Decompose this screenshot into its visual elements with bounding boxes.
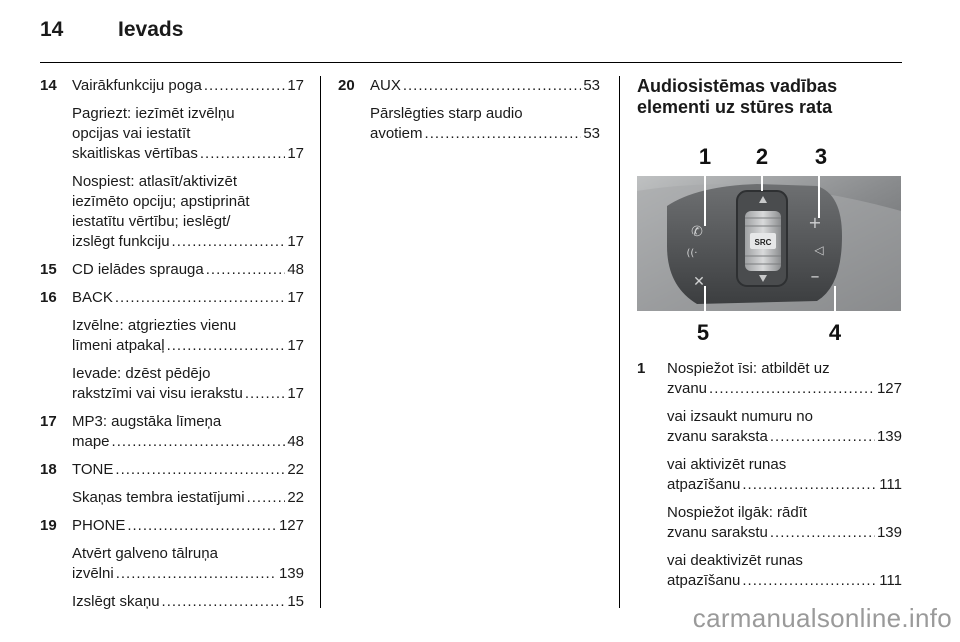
entry-line: [667, 407, 902, 427]
entry-line: [370, 104, 600, 124]
sub-entry: [667, 551, 902, 591]
entry-text: vai aktivizēt runas: [667, 456, 787, 473]
entry-text: avotiem: [370, 125, 423, 142]
entry-text: CD ielādes sprauga: [72, 261, 204, 278]
leader-dots: [770, 427, 875, 447]
entry-text: vai izsaukt numuru no: [667, 408, 813, 425]
page-reference[interactable]: 17: [287, 77, 304, 94]
list-item: [40, 76, 304, 252]
svg-text:+: +: [808, 213, 822, 232]
entry-line: [667, 359, 902, 379]
entry-line: [72, 260, 304, 280]
sub-entry: [667, 455, 902, 495]
item-number: 16: [40, 289, 57, 306]
item-number: 19: [40, 517, 57, 534]
callout-2: 2: [755, 144, 769, 169]
page-reference[interactable]: 48: [287, 433, 304, 450]
page-reference[interactable]: 15: [287, 593, 304, 610]
entry-text: atpazīšanu: [667, 476, 741, 493]
leader-dots: [403, 76, 581, 96]
entry-text: izslēgt funkciju: [72, 233, 170, 250]
leader-dots: [162, 592, 286, 612]
section-title-line-1: Audiosistēmas vadības: [637, 76, 838, 96]
leader-dots: [167, 336, 286, 356]
entry-line: [72, 76, 304, 96]
entry-line: [72, 384, 304, 404]
entry-line: [72, 172, 304, 192]
entry-text: Atvērt galveno tālruņa: [72, 545, 218, 562]
entry-line: [370, 76, 600, 96]
page-reference[interactable]: 22: [287, 461, 304, 478]
entry-line: [667, 455, 902, 475]
entry-line: [72, 232, 304, 252]
column-divider-2: [619, 76, 620, 608]
item-body: [72, 460, 304, 508]
page-reference[interactable]: 17: [287, 289, 304, 306]
entry-text: opcijas vai iestatīt: [72, 125, 191, 142]
entry-line: [72, 124, 304, 144]
entry-line: [667, 503, 902, 523]
page-header: [40, 18, 183, 48]
page-reference[interactable]: 53: [583, 125, 600, 142]
page-reference[interactable]: 48: [287, 261, 304, 278]
entry-line: [72, 460, 304, 480]
entry-line: [72, 432, 304, 452]
page-reference[interactable]: 127: [876, 380, 902, 397]
leader-dots: [206, 260, 286, 280]
leader-dots: [770, 523, 875, 543]
entry-text: Vairākfunkciju poga: [72, 77, 202, 94]
leader-dots: [425, 124, 582, 144]
entry-line: [667, 475, 902, 495]
entry-line: [72, 212, 304, 232]
list-item: [40, 288, 304, 404]
entry-line: [72, 288, 304, 308]
page-reference[interactable]: 17: [287, 337, 304, 354]
entry-text: vai deaktivizēt runas: [667, 552, 803, 569]
item-number: 14: [40, 77, 57, 94]
leader-dots: [116, 564, 277, 584]
item-number: 18: [40, 461, 57, 478]
entry-line: [72, 544, 304, 564]
list-item: [40, 516, 304, 612]
item-body: [72, 76, 304, 252]
left-column: [40, 76, 304, 620]
entry-text: rakstzīmi vai visu ierakstu: [72, 385, 243, 402]
item-number: 20: [338, 77, 355, 94]
column-divider-1: [320, 76, 321, 608]
item-number: 15: [40, 261, 57, 278]
leader-dots: [247, 488, 286, 508]
entry-line: [667, 571, 902, 591]
entry-text: iestatītu vērtību; ieslēgt/: [72, 213, 231, 230]
entry-text: PHONE: [72, 517, 126, 534]
svg-text:–: –: [810, 266, 820, 287]
entry-line: [72, 564, 304, 584]
entry-line: [72, 592, 304, 612]
section-title-line-2: elementi uz stūres rata: [637, 97, 833, 117]
entry-text: Ievade: dzēst pēdējo: [72, 365, 211, 382]
callout-3: 3: [814, 144, 828, 169]
leader-dots: [709, 379, 875, 399]
page-title: Ievads: [118, 18, 184, 41]
item-body: [667, 359, 902, 591]
middle-column: [338, 76, 600, 152]
right-column: [637, 76, 902, 599]
page-reference[interactable]: 127: [278, 517, 304, 534]
entry-text: AUX: [370, 77, 401, 94]
section-title: [637, 76, 902, 118]
leader-dots: [742, 571, 877, 591]
entry-line: [72, 412, 304, 432]
leader-dots: [172, 232, 286, 252]
entry-text: Izvēlne: atgriezties vienu: [72, 317, 237, 334]
leader-dots: [115, 288, 285, 308]
entry-text: mape: [72, 433, 110, 450]
page-reference[interactable]: 111: [879, 476, 902, 493]
list-item: [40, 260, 304, 280]
entry-text: zvanu sarakstu: [667, 524, 768, 541]
entry-text: Pagriezt: iezīmēt izvēlņu: [72, 105, 235, 122]
page-reference[interactable]: 139: [876, 428, 902, 445]
entry-line: [72, 516, 304, 536]
svg-text:✆: ✆: [691, 224, 703, 240]
entry-text: TONE: [72, 461, 114, 478]
sub-entry: [72, 104, 304, 164]
sub-entry: [72, 544, 304, 584]
page-reference[interactable]: 111: [879, 572, 902, 589]
sub-entry: [370, 104, 600, 144]
leader-dots: [112, 432, 286, 452]
item-body: [72, 412, 304, 452]
sub-entry: [72, 364, 304, 404]
svg-text:((·: ((·: [686, 248, 698, 259]
sub-entry: [72, 316, 304, 356]
entry-text: Skaņas tembra iestatījumi: [72, 489, 245, 506]
page-reference[interactable]: 53: [583, 77, 600, 94]
entry-text: Pārslēgties starp audio: [370, 105, 523, 122]
list-item: [40, 412, 304, 452]
entry-line: [72, 364, 304, 384]
watermark: carmanualsonline.info: [692, 603, 952, 633]
sub-entry: [72, 172, 304, 252]
entry-line: [72, 488, 304, 508]
page-reference[interactable]: 17: [287, 385, 304, 402]
entry-line: [72, 316, 304, 336]
page-number: 14: [40, 18, 64, 41]
entry-line: [667, 379, 902, 399]
entry-text: līmeni atpakaļ: [72, 337, 165, 354]
svg-text:◁: ◁: [814, 243, 824, 257]
item-body: [370, 76, 600, 144]
sub-entry: [667, 407, 902, 447]
callout-5: 5: [696, 320, 710, 345]
leader-dots: [204, 76, 286, 96]
item-body: [72, 260, 304, 280]
entry-text: skaitliskas vērtības: [72, 145, 198, 162]
entry-text: iezīmēto opciju; apstiprināt: [72, 193, 250, 210]
leader-dots: [200, 144, 285, 164]
page-reference[interactable]: 139: [876, 524, 902, 541]
page-reference[interactable]: 22: [287, 489, 304, 506]
sub-entry: [667, 503, 902, 543]
entry-text: MP3: augstāka līmeņa: [72, 413, 222, 430]
entry-line: [667, 427, 902, 447]
steering-wheel-photo: [637, 136, 901, 349]
entry-text: Nospiežot īsi: atbildēt uz: [667, 360, 830, 377]
leader-dots: [245, 384, 285, 404]
entry-line: [667, 551, 902, 571]
leader-dots: [127, 516, 277, 536]
list-item: [338, 76, 600, 144]
leader-dots: [115, 460, 285, 480]
entry-text: Izslēgt skaņu: [72, 593, 160, 610]
list-item: [637, 359, 902, 591]
entry-text: Nospiežot ilgāk: rādīt: [667, 504, 808, 521]
header-rule: [40, 62, 902, 63]
sub-entry: [72, 592, 304, 612]
callout-1: 1: [698, 144, 712, 169]
src-label: SRC: [754, 238, 772, 247]
right-column-entries: [637, 359, 902, 591]
leader-dots: [742, 475, 877, 495]
entry-text: atpazīšanu: [667, 572, 741, 589]
entry-line: [667, 523, 902, 543]
page-reference[interactable]: 139: [278, 565, 304, 582]
page-reference[interactable]: 17: [287, 233, 304, 250]
callout-4: 4: [828, 320, 842, 345]
svg-text:✕: ✕: [693, 274, 705, 290]
item-number: 1: [637, 360, 646, 377]
entry-line: [72, 144, 304, 164]
entry-text: BACK: [72, 289, 113, 306]
entry-text: Nospiest: atlasīt/aktivizēt: [72, 173, 238, 190]
item-number: 17: [40, 413, 57, 430]
list-item: [40, 460, 304, 508]
sub-entry: [72, 488, 304, 508]
entry-line: [370, 124, 600, 144]
item-body: [72, 288, 304, 404]
entry-line: [72, 104, 304, 124]
item-body: [72, 516, 304, 612]
entry-text: zvanu saraksta: [667, 428, 768, 445]
entry-text: zvanu: [667, 380, 708, 397]
entry-text: izvēlni: [72, 565, 114, 582]
entry-line: [72, 336, 304, 356]
entry-line: [72, 192, 304, 212]
page-reference[interactable]: 17: [287, 145, 304, 162]
